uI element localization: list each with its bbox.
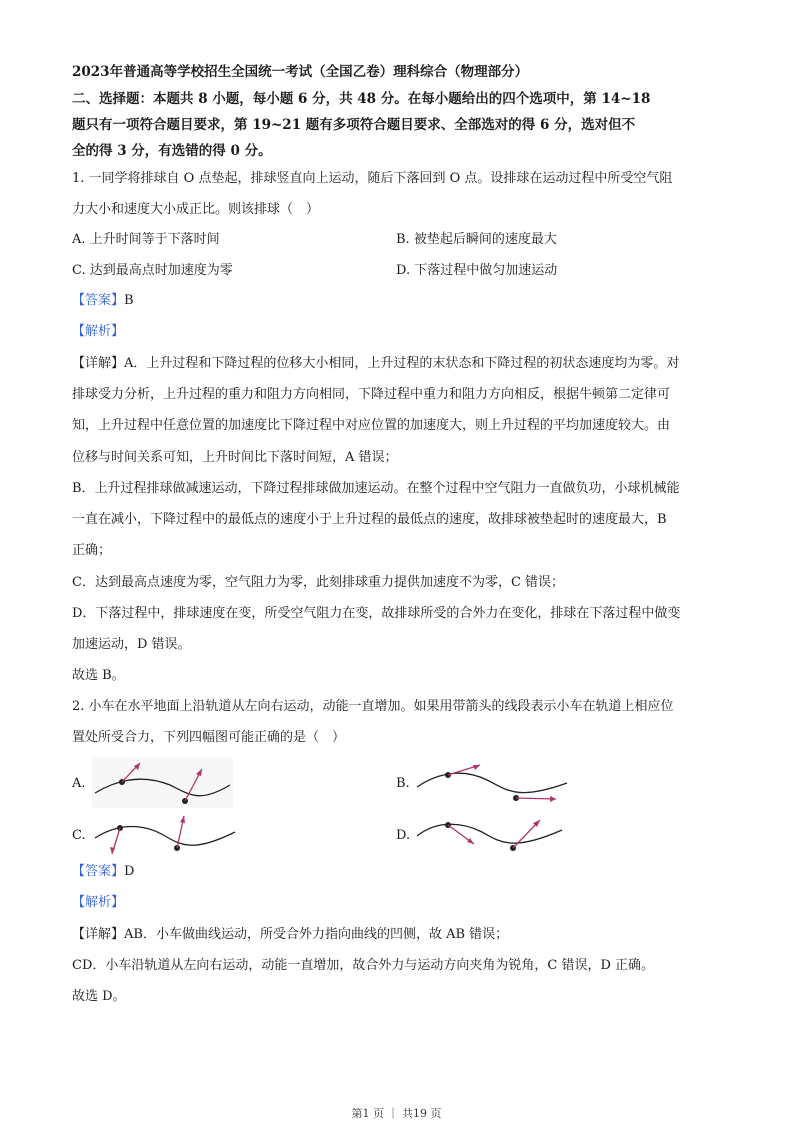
q1-detail-line: 一直在减小，下降过程中的最低点的速度小于上升过程的最低点的速度，故排球被垫起时的速度最大，B (72, 512, 667, 527)
fig-d-label: D. (396, 828, 411, 843)
q1-detail-line: 正确； (72, 543, 112, 558)
fig-a-label: A. (72, 776, 86, 791)
fig-a-track-diagram (90, 755, 235, 810)
q1-stem-line: 力大小和速度大小成正比。则该排球（ ） (72, 202, 320, 217)
fig-b-label: B. (396, 776, 410, 791)
q1-detail-line: 位移与时间关系可知，上升时间比下落时间短，A 错误； (72, 450, 398, 465)
fig-c-label: C. (72, 828, 86, 843)
q2-detail-line: 【详解】AB．小车做曲线运动，所受合外力指向曲线的凹侧，故 AB 错误； (72, 927, 509, 942)
answer-value: B (124, 293, 134, 308)
answer-label: 【答案】 (72, 864, 125, 879)
q2-analysis-label: 【解析】 (72, 895, 125, 910)
q1-detail-line: 知，上升过程中任意位置的加速度比下降过程中对应位置的加速度大，则上升过程的平均加速度较大。由 (72, 418, 671, 433)
section-header-line: 题只有一项符合题目要求，第 19~21 题有多项符合题目要求、全部选对的得 6 分，选对但不 (72, 117, 636, 133)
q1-detail-line: B．上升过程排球做减速运动，下降过程排球做加速运动。在整个过程中空气阻力一直做负功，小球机械能 (72, 481, 680, 496)
q2-detail-line: 故选 D。 (72, 989, 126, 1004)
q1-detail-line: 排球受力分析，上升过程的重力和阻力方向相同，下降过程中重力和阻力方向相反，根据牛顿第二定律可 (72, 387, 671, 402)
doc-title: 2023年普通高等学校招生全国统一考试（全国乙卷）理科综合（物理部分） (72, 64, 529, 80)
q2-answer (72, 864, 134, 880)
q1-detail-line: 【详解】A．上升过程和下降过程的位移大小相同，上升过程的末状态和下降过程的初状态速度均为零。对 (72, 356, 680, 371)
q1-stem-line: 1. 一同学将排球自 O 点垫起，排球竖直向上运动，随后下落回到 O 点。设排球在运动过程中所受空气阻 (72, 171, 673, 186)
q1-option-b: B. 被垫起后瞬间的速度最大 (396, 232, 557, 247)
answer-value: D (124, 864, 135, 879)
q1-analysis-label: 【解析】 (72, 324, 125, 339)
fig-b-arrowhead-1 (473, 765, 480, 770)
section-header-line: 二、选择题：本题共 8 小题，每小题 6 分，共 48 分。在每小题给出的四个选项中，第 14~18 (72, 91, 651, 107)
page-footer: 第1 页 ｜ 共19 页 (351, 1107, 442, 1120)
q1-detail-line: C．达到最高点速度为零，空气阻力为零，此刻排球重力提供加速度不为零，C 错误； (72, 575, 565, 590)
q1-detail-line: 加速运动，D 错误。 (72, 637, 191, 652)
q2-detail-line: CD．小车沿轨道从左向右运动，动能一直增加，故合外力与运动方向夹角为锐角，C 错误，D 正确。 (72, 958, 655, 973)
q1-detail-line: 故选 B。 (72, 668, 125, 683)
answer-label: 【答案】 (72, 293, 125, 308)
q2-stem-line: 2. 小车在水平地面上沿轨道从左向右运动，动能一直增加。如果用带箭头的线段表示小车在轨道上相应位 (72, 699, 674, 714)
q1-detail-line: D．下落过程中，排球速度在变，所受空气阻力在变，故排球所受的合外力在变化，排球在下落过程中做变 (72, 606, 681, 621)
fig-b-track (417, 773, 567, 792)
fig-b-track-diagram (412, 755, 572, 810)
q1-option-a: A. 上升时间等于下落时间 (72, 232, 220, 247)
q2-stem-line: 置处所受合力，下列四幅图可能正确的是（ ） (72, 730, 346, 745)
fig-d-track (417, 824, 562, 843)
q1-option-c: C. 达到最高点时加速度为零 (72, 263, 233, 278)
fig-c-arrowhead-1 (110, 847, 115, 854)
q1-answer (72, 293, 134, 309)
fig-c-track-diagram (90, 810, 240, 860)
section-header-line: 全的得 3 分，有选错的得 0 分。 (72, 143, 272, 159)
fig-d-track-diagram (412, 810, 572, 860)
q1-option-d: D. 下落过程中做匀加速运动 (396, 263, 558, 278)
fig-b-arrowhead-2 (550, 796, 556, 802)
